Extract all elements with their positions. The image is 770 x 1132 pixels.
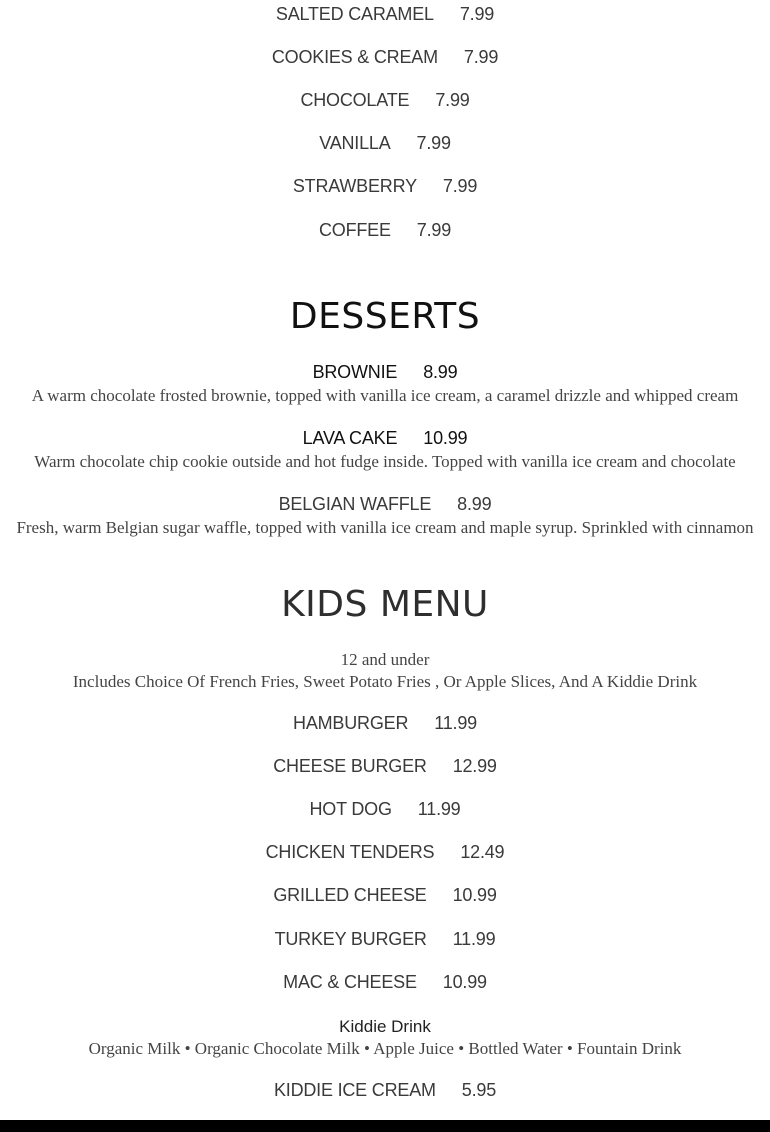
item-name: SALTED CARAMEL [275,4,434,24]
includes-note: Includes Choice Of French Fries, Sweet Potato Fries , Or Apple Slices, And A Kiddie Drink [72,672,698,691]
item-price: 7.99 [435,90,470,110]
item-name: HOT DOG [309,799,392,819]
item-price: 11.99 [434,713,477,733]
menu-item [0,4,770,25]
menu-item [0,885,770,906]
menu-item [0,799,770,820]
item-price: 10.99 [423,428,468,448]
menu-item [0,220,770,241]
item-description: Fresh, warm Belgian sugar waffle, topped with vanilla ice cream and maple syrup. Sprinkled with cinnamon [16,518,754,537]
section-heading-kids-menu: KIDS MENU [281,584,489,625]
item-name: COOKIES & CREAM [271,47,438,67]
menu-item [0,494,770,515]
bottom-bar [0,1120,770,1132]
item-price: 11.99 [417,799,461,819]
item-price: 8.99 [457,494,492,514]
item-price: 5.95 [461,1080,497,1100]
section-heading-desserts: DESSERTS [289,296,481,337]
item-name: GRILLED CHEESE [273,885,427,905]
item-name: BELGIAN WAFFLE [278,494,432,514]
kiddie-drink-options: Organic Milk • Organic Chocolate Milk • Apple Juice • Bottled Water • Fountain Drink [88,1039,682,1058]
age-note: 12 and under [340,650,430,669]
item-description: A warm chocolate frosted brownie, topped with vanilla ice cream, a caramel drizzle and whipped cream [31,386,739,405]
kiddie-drink-title: Kiddie Drink [339,1017,431,1036]
menu-item [0,133,770,154]
menu-item [0,1080,770,1101]
menu-item [0,176,770,197]
item-description: Warm chocolate chip cookie outside and hot fudge inside. Topped with vanilla ice cream and chocolate [34,452,736,471]
item-price: 12.49 [460,842,505,862]
item-price: 10.99 [452,885,497,905]
item-name: BROWNIE [312,362,398,382]
item-name: COFFEE [318,220,391,240]
menu-item [0,90,770,111]
item-name: HAMBURGER [293,713,409,733]
item-name: CHEESE BURGER [273,756,427,776]
item-name: VANILLA [319,133,391,153]
menu-item [0,842,770,863]
item-name: LAVA CAKE [302,428,398,448]
item-price: 7.99 [459,4,495,24]
menu-item [0,428,770,449]
item-name: CHICKEN TENDERS [265,842,435,862]
item-price: 7.99 [416,220,452,240]
menu-item [0,972,770,993]
menu-item [0,47,770,68]
item-name: TURKEY BURGER [274,929,427,949]
item-price: 8.99 [423,362,458,382]
item-name: MAC & CHEESE [283,972,417,992]
item-price: 11.99 [452,929,496,949]
menu-item [0,756,770,777]
item-price: 7.99 [463,47,499,67]
item-name: KIDDIE ICE CREAM [273,1080,436,1100]
item-price: 7.99 [442,176,478,196]
item-name: STRAWBERRY [292,176,417,196]
menu-item [0,713,770,734]
item-name: CHOCOLATE [300,90,410,110]
item-price: 10.99 [442,972,487,992]
menu-item [0,929,770,950]
menu-item [0,362,770,383]
item-price: 12.99 [452,756,497,776]
item-price: 7.99 [416,133,451,153]
